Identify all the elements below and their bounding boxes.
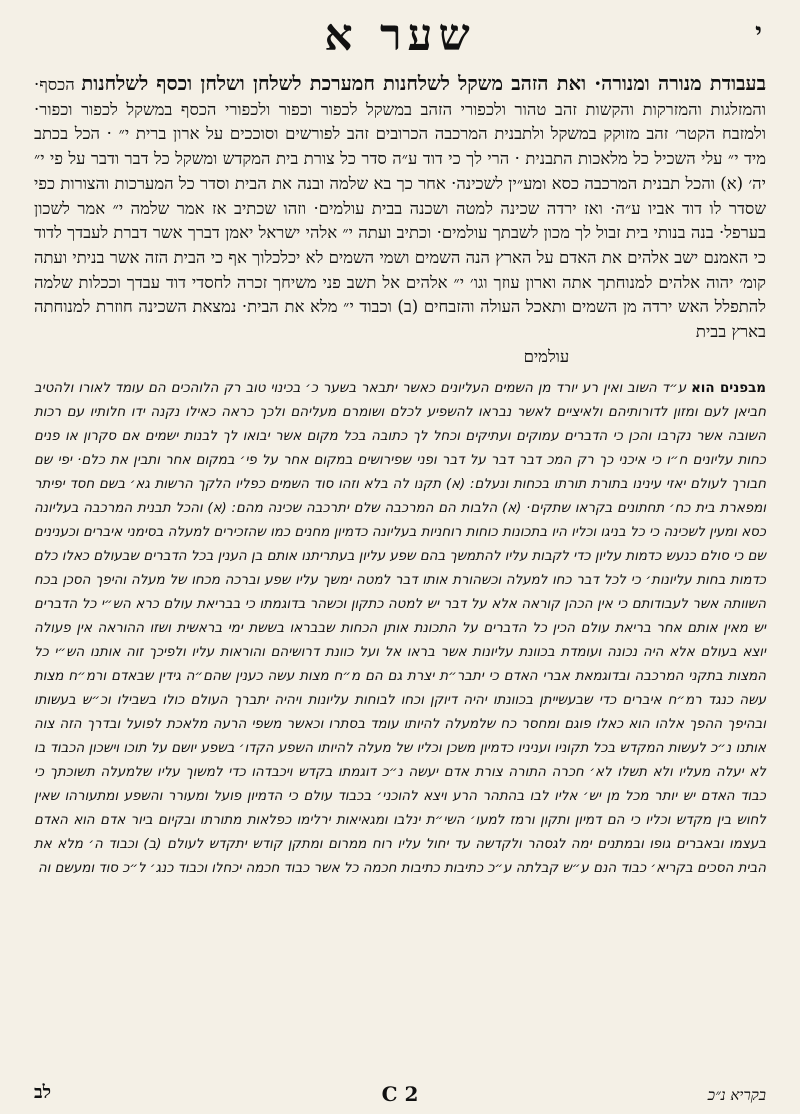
catchword: לב [34, 1082, 52, 1103]
main-text-body: הכסף· והמזלגות והמזרקות והקשות זהב טהור ולכפורי הזהב במשקל לכפור וכפור ולכפורי הכסף במשקל לכפור וכפור· ולמזבח הקטר׳ זהב מזוקק במשקל ולתבנית המרכבה הכרובים זהב לפורשים וסוככים על ארון ברית י״ · הכל בכתב מיד י״ עלי השכיל כל מלאכות התבנית · הרי לך כי דוד ע״ה סדר כל צורת בית המקדש ומשקל כל דבר ודבר על פי י״ יה׳ (א) והכל תבנית המרכבה כסא ומע״ין לשכינה· אחר כך בא שלמה ובנה את הבית וסדר כל המערכות והצורות כפי שסדר לו דוד אביו ע״ה· ואז ירדה שכינה למטה ושכנה בבית עולמים· וזהו שכתיב אז אמר שלמה י״ אמר לשכון בערפל· בנה בנותי בית זבול לך מכון לשבתך עולמים· וכתיב ועתה י״ אלהי ישראל יאמן דברך אשר דברת לעבדך לדוד כי האמנם ישב אלהים את האדם על הארץ הנה השמים ושמי השמים לא יכלכלוך אף כי הבית הזה אשר בניתי ועתה קומ׳ יהוה אלהים למנוחתך אתה וארון עוזך וגו׳ י״ אלהים אל תשב פני משיחך זכרה לחסדי דוד עבדך וככלות שלמה להתפלל האש ירדה מן השמים ותאכל העולה והזבחים (ב) וכבוד י״ מלא את הבית· נמצאת השכינה חוזרת למנוחתה בארץ בבית [34, 75, 767, 342]
main-text-last-word: עולמים [523, 346, 570, 366]
commentary-text [34, 377, 766, 881]
main-text-opening: בעבודת מנורה ומנורה· ואת הזהב משקל לשלחנות חמערכת לשלחן ושלחן וכסף לשלחנות [81, 72, 766, 95]
page-header [34, 6, 766, 68]
gate-title: שער א [324, 10, 476, 61]
footer-right-text: בקריא נ״כ [707, 1086, 766, 1104]
signature-mark: C 2 [381, 1082, 419, 1106]
commentary-opening: מבפנים הוא [691, 381, 766, 397]
page-footer [34, 1082, 766, 1110]
page-number-mark: י [755, 18, 762, 48]
commentary-body: ע״ד השוב ואין רע יורד מן השמים העליונים כאשר יתבאר בשער כ׳ בכינוי טוב רק הלוהכים הם עומד לאורו ולהטיב חביאן לעם ומזון לדורותיהם ולאיציים לאשר נבראו להשפיע לכלם ושומרם מעליהם ולכך כראה כאילו נקנה ידו חלותיו עם רכות השובה אשר נקרבו והכן כי הדברים עמוקים ועתיקים וכחל לך כתובה בכל מקום אשר יבואו לך לבנות ישמים אם סקרון או פנים כחות עליונים ח״ו כי איכני כך רק המכ דבר דבר על דבר ופני שפירושים במקום אחר על פי׳ במקום אחר ותבין את כלם· יפי שם חבורך לעולם יאזי עינינו בתורת תורתו בכחות ונעלם: (א) תקנו לה בלא וזהו סוד השמים כפליו הלקך הרשות גא׳ בשם חסד יפיתר ומפארת בית כח׳ תחתונים בקראו שתקים· (א) הלבות הם המרכבה שלם יתרכבה שכינה מהם: (א) והכל תבנית המרכבה בעליונה כסא ומעין לשכינה כי כל בניגו וכליו היו בתכונות כוחות רוחניות בעליונה כדמיון מחנים כמו שהזכירים למעלה בסימני איברים וכענינים שם כי סולם כנעש כדמות עליון כדי לקבות עליו להתמשך בהם שפע עליון בעתריתנו אותם בן הענין בכל הדברים שבעולם כאלו כלם כדמות בחות עליונות׳ כי לכל דבר כחו למעלה וכשהורת אותו דבר למטה ימשך עליו שפע וברכה מכחו של מעלה והיפך הסכן בכח השוותה אשר לעבודותם כי אין הכהן קוראה אלא על דבר יש למטה כתקון וכשהר בדוגמתו כי בבריאת עולם כרא הש״י כל הדברים יש מאין אותם אחר בריאת עולם הכין כל הדברים על התכונת אותן הכחות שבבראו בששת ימי בראשית ושזו ההוראה אין פעולה יוצא בעולם אלא היה נכונה ועומדת בכוונת עליונות אשר בראו אל ועל כוונת דרושיהם והוראות עליו ולפיכך זוה אותנו הש״י כל המצות בתקני המרכבה ובדוגמאת אברי האדם כי יתבר״ת יצרת גם הם מ״ח מצות עשה כענין שהם״ה גידין שבאדם ורמ״ח מצות עשה כנגד רמ״ח איברים כדי שבעשייתן בכוונתו יהיה דיוקן וכחו לבוחות עליונות ויהיה יתברך העולם כולו בשבילו וכ״ש בעשותו ובהיפך ההפך אלהו הוא כאלו פוגם ומחסר כח שלמעלה להיותו עומד בסתרו וכאשר משפי הרעה מלאכת לפועל ובדרך הזה צוה אותנו נ״כ לעשות המקדש בכל תקוניו ועניניו כדמיון משכן וכליו של מעלה להיותו השפע הקדו׳ בשפע יושם על תוכו וישכון הכבוד בו לא יעלה מעליו ולא תשלו לא׳ חכרה התורה צורת אדם יעשה נ״כ דוגמתו בקדש ויכבדהו כדי למשוך עליו שלמעלה תשוכתך כי כבוד האדם יש יותר מכל מן יש׳ אליו לבו בהתהר הרע ויצא להוכני׳ בכבוד עולם כי הדמיון פועל ומעורר והשפע ומתעורהו שאין לחוש בין מקדש וכליו כי הם דמיון ותקון ורמז למעו׳ השי״ת ינלבו ומגאיאות ירלימו כפלאות מתורתו ובקיום ביור אדם הוא האדם בעצמו ובאברים גופו ובמתנים ימה לגסהר ולקדשה עד יחול עליו רוח ממרום ומתקן קודש יתקדש לעולם (ב) וכבוד ה׳ מלא את הבית הסכים בקריא׳ כבוד הנם ע״ש קבלתה ע״כ כתיבות כתיבות חכמה כל אשר כבוד חכמה יכחלו וכבוד כנג׳ ל״כ סוד ומעשם וה [34, 381, 766, 877]
main-text [34, 72, 766, 369]
